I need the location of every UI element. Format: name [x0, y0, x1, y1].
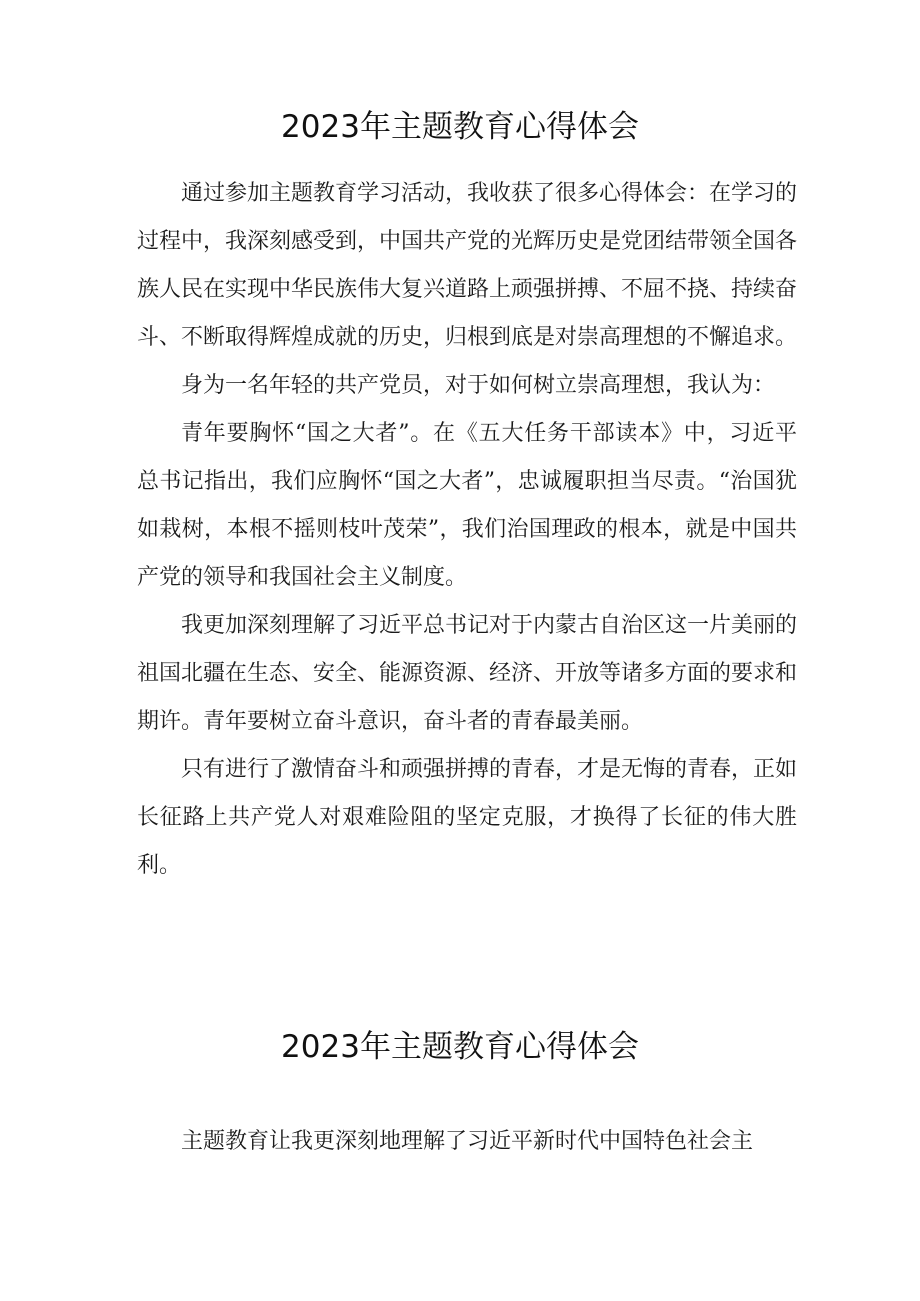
paragraph: 只有进行了激情奋斗和顽强拼搏的青春，才是无悔的青春，正如长征路上共产党人对艰难险阻的坚定克服，才换得了长征的伟大胜利。 — [137, 757, 798, 878]
paragraph: 青年要胸怀“国之大者”。在《五大任务干部读本》中，习近平总书记指出，我们应胸怀“国之大者”，忠诚履职担当尽责。“治国犹如栽树，本根不摇则枝叶茂荣”，我们治国理政的根本，就是中国共产党的领导和我国社会主义制度。 — [137, 421, 797, 590]
paragraph: 我更加深刻理解了习近平总书记对于内蒙古自治区这一片美丽的祖国北疆在生态、安全、能源资源、经济、开放等诸多方面的要求和期许。青年要树立奋斗意识，奋斗者的青春最美丽。 — [137, 613, 798, 734]
section-title: 2023年主题教育心得体会 — [281, 109, 639, 145]
section-body — [137, 1118, 797, 1166]
paragraph: 身为一名年轻的共产党员，对于如何树立崇高理想，我认为： — [181, 373, 776, 398]
section-body — [137, 170, 797, 890]
paragraph: 主题教育让我更深刻地理解了习近平新时代中国特色社会主 — [181, 1129, 754, 1154]
section-title: 2023年主题教育心得体会 — [281, 1029, 639, 1065]
paragraph: 通过参加主题教育学习活动，我收获了很多心得体会：在学习的过程中，我深刻感受到，中国共产党的光辉历史是党团结带领全国各族人民在实现中华民族伟大复兴道路上顽强拼搏、不屈不挠、持续奋斗、不断取得辉煌成就的历史，归根到底是对崇高理想的不懈追求。 — [137, 181, 798, 350]
